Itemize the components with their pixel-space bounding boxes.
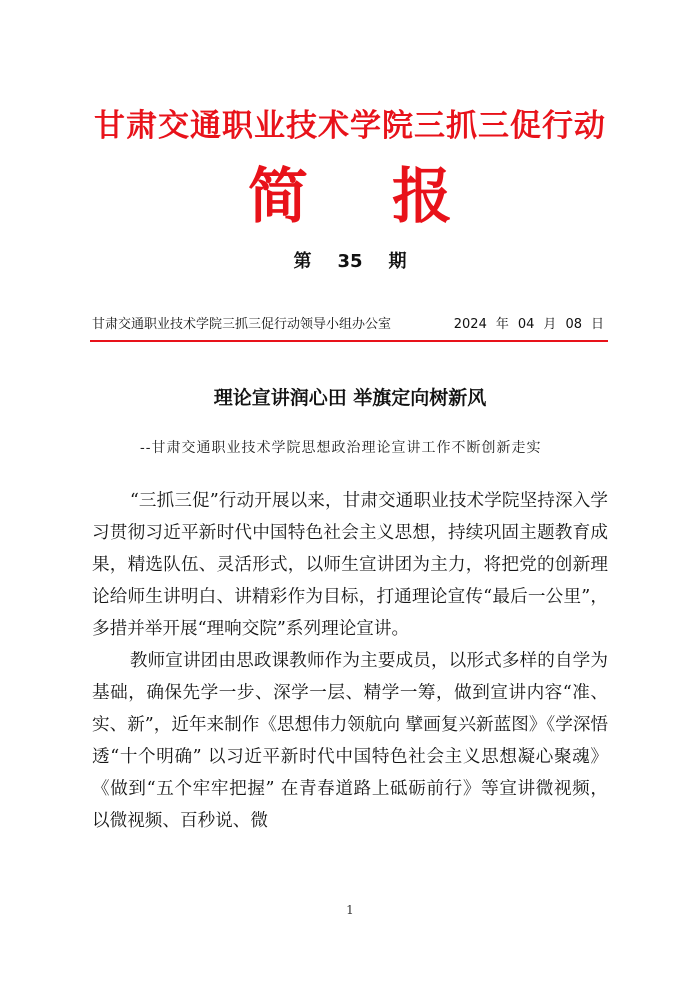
article-title: 理论宣讲润心田 举旗定向树新风: [213, 387, 487, 409]
day-unit: 日: [590, 317, 604, 332]
issue-number-line: [0, 248, 700, 276]
page-number: 1: [346, 903, 354, 917]
bulletin-header-title: 甘肃交通职业技术学院三抓三促行动: [94, 108, 606, 144]
article-body: [92, 485, 608, 837]
issue-prefix: 第: [293, 251, 312, 272]
issue-suffix: 期: [388, 251, 407, 272]
issue-month: 04: [517, 317, 535, 332]
bulletin-masthead: 简报: [248, 162, 536, 232]
issue-date: [449, 314, 608, 336]
issue-number: 35: [337, 251, 363, 272]
body-paragraph: “三抓三促”行动开展以来，甘肃交通职业技术学院坚持深入学习贯彻习近平新时代中国特色社会主义思想，持续巩固主题教育成果，精选队伍、灵活形式，以师生宣讲团为主力，将把党的创新理论给师生讲明白、讲精彩作为目标，打通理论宣传“最后一公里”，多措并举开展“理响交院”系列理论宣讲。: [92, 491, 608, 639]
issuer-date-line: [92, 314, 608, 336]
issuing-office: 甘肃交通职业技术学院三抓三促行动领导小组办公室: [92, 317, 392, 332]
month-unit: 月: [543, 317, 557, 332]
body-paragraph: 教师宣讲团由思政课教师作为主要成员，以形式多样的自学为基础，确保先学一步、深学一层、精学一筹，做到宣讲内容“准、实、新”，近年来制作《思想伟力领航向 擘画复兴新蓝图》《学深悟透“十个明确” 以习近平新时代中国特色社会主义思想凝心聚魂》《做到“五个牢牢把握” 在青春道路上砥砺前行》等宣讲微视频，以微视频、百秒说、微: [92, 651, 609, 831]
article-subtitle: --甘肃交通职业技术学院思想政治理论宣讲工作不断创新走实: [140, 440, 542, 456]
issue-day: 08: [565, 317, 582, 332]
year-unit: 年: [495, 317, 509, 332]
red-divider-line: [90, 340, 608, 342]
issue-year: 2024: [453, 317, 487, 332]
